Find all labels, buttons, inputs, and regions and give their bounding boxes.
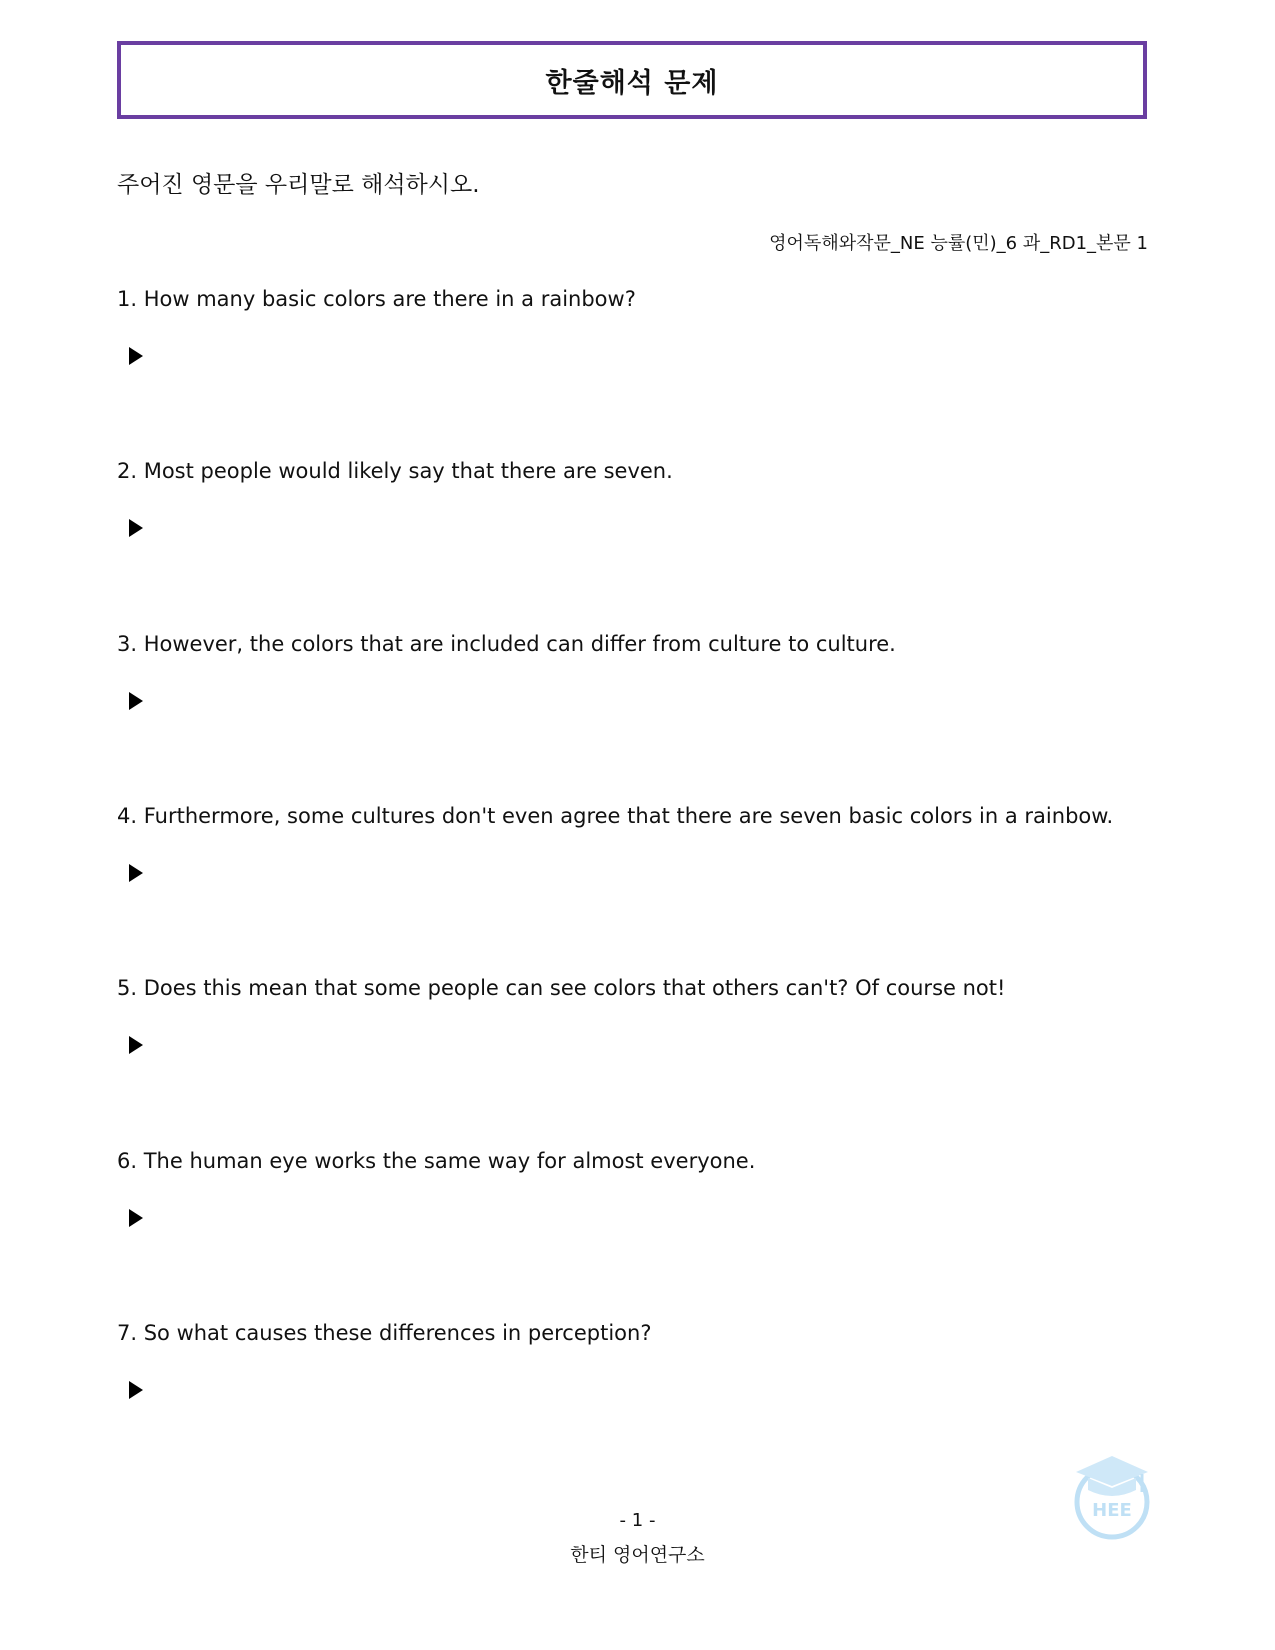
graduation-cap-logo-icon bbox=[1070, 1452, 1154, 1540]
question-text: 5. Does this mean that some people can see colors that others can't? Of course not! bbox=[117, 976, 1006, 1000]
title-box bbox=[117, 41, 1147, 119]
answer-arrow-icon bbox=[129, 519, 143, 537]
question-text: 6. The human eye works the same way for almost everyone. bbox=[117, 1149, 756, 1173]
answer-arrow-icon bbox=[129, 347, 143, 365]
question-text: 2. Most people would likely say that there are seven. bbox=[117, 459, 673, 483]
question-item bbox=[117, 1147, 1157, 1175]
question-text: 7. So what causes these differences in perception? bbox=[117, 1321, 652, 1345]
question-item bbox=[117, 1319, 1157, 1347]
question-item bbox=[117, 285, 1157, 313]
question-item bbox=[117, 802, 1157, 830]
logo-text: HEE bbox=[1092, 1500, 1132, 1521]
instruction-text: 주어진 영문을 우리말로 해석하시오. bbox=[117, 172, 480, 198]
source-label: 영어독해와작문_NE 능률(민)_6 과_RD1_본문 1 bbox=[769, 233, 1148, 254]
footer-organization: 한티 영어연구소 bbox=[570, 1544, 705, 1566]
answer-arrow-icon bbox=[129, 1381, 143, 1399]
question-item bbox=[117, 630, 1157, 658]
question-item bbox=[117, 457, 1157, 485]
answer-arrow-icon bbox=[129, 1209, 143, 1227]
question-item bbox=[117, 974, 1157, 1002]
question-text: 4. Furthermore, some cultures don't even agree that there are seven basic colors in a rainbow. bbox=[117, 804, 1114, 828]
question-text: 3. However, the colors that are included can differ from culture to culture. bbox=[117, 632, 896, 656]
answer-arrow-icon bbox=[129, 692, 143, 710]
page-title: 한줄해석 문제 bbox=[545, 67, 719, 99]
page-number: - 1 - bbox=[619, 1510, 656, 1531]
answer-arrow-icon bbox=[129, 864, 143, 882]
answer-arrow-icon bbox=[129, 1036, 143, 1054]
question-text: 1. How many basic colors are there in a rainbow? bbox=[117, 287, 636, 311]
